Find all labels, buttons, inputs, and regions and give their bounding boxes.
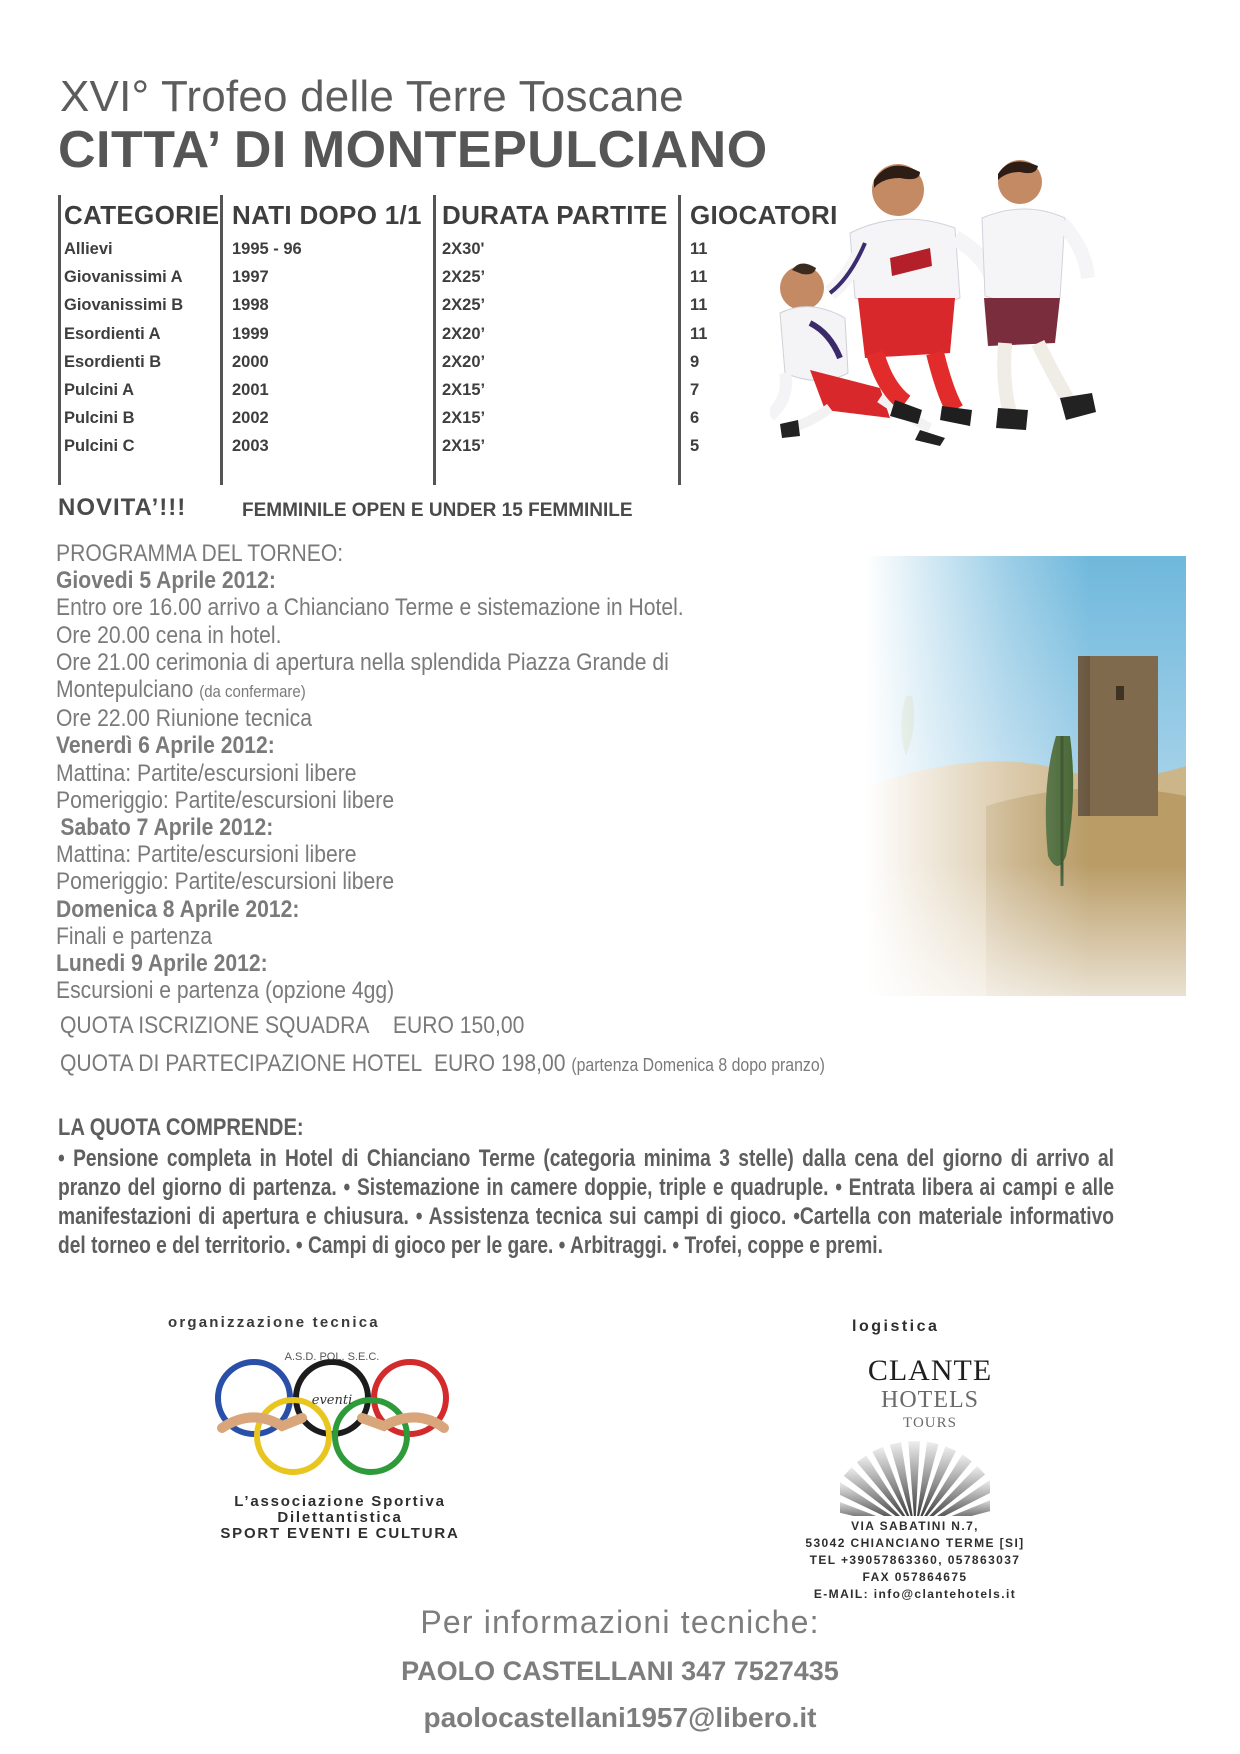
program-item: Finali e partenza <box>56 922 213 950</box>
table-cell: 6 <box>690 409 700 428</box>
table-cell: 1999 <box>232 324 269 343</box>
program-item: Entro ore 16.00 arrivo a Chianciano Terme e sistemazione in Hotel. <box>56 594 684 622</box>
quota-iscrizione-value: EURO 150,00 <box>392 1012 525 1039</box>
table-cell: Pulcini A <box>64 380 134 399</box>
organizzazione-name <box>160 1494 520 1542</box>
table-cell: Pulcini B <box>64 409 135 428</box>
clante-brand-line: TOURS <box>903 1415 957 1431</box>
comprende-title: LA QUOTA COMPRENDE: <box>58 1114 304 1141</box>
clante-brand-line: CLANTE <box>867 1354 993 1387</box>
table-cell: 1997 <box>232 268 269 287</box>
column-header: GIOCATORI <box>690 200 838 230</box>
table-cell: 9 <box>690 352 700 371</box>
tournament-program <box>56 540 856 1004</box>
program-item <box>56 676 760 705</box>
table-cell: 2000 <box>232 352 269 371</box>
org-name-line: L’associazione Sportiva <box>234 1493 446 1510</box>
logo-top-text: A.S.D. POL. S.E.C. <box>284 1351 380 1363</box>
table-cell: 5 <box>690 437 700 456</box>
program-item: Ore 20.00 cena in hotel. <box>56 621 282 649</box>
table-cell: 11 <box>690 324 708 343</box>
table-cell: Esordienti A <box>64 324 161 343</box>
column-header: NATI DOPO 1/1 <box>232 200 422 230</box>
table-cell: 2X15’ <box>442 380 486 399</box>
program-item: Pomeriggio: Partite/escursioni libere <box>56 786 395 814</box>
org-name-line: Dilettantistica <box>277 1509 403 1526</box>
column-durata <box>442 195 668 461</box>
novita-text: FEMMINILE OPEN E UNDER 15 FEMMINILE <box>242 500 633 521</box>
contact-name-phone: PAOLO CASTELLANI 347 7527435 <box>401 1656 839 1686</box>
address-fax: FAX 057864675 <box>862 1570 968 1584</box>
program-item: Escursioni e partenza (opzione 4gg) <box>56 977 395 1005</box>
table-cell: 1998 <box>232 296 269 315</box>
clante-brand-line: HOTELS <box>881 1387 979 1413</box>
program-day: Sabato 7 Aprile 2012: <box>60 814 274 842</box>
table-divider <box>433 195 436 485</box>
table-divider <box>678 195 681 485</box>
column-nati-dopo <box>232 195 422 461</box>
address-line: VIA SABATINI N.7, <box>851 1519 979 1533</box>
table-cell: 7 <box>690 380 700 399</box>
table-cell: Esordienti B <box>64 352 162 371</box>
clante-address <box>760 1518 1070 1603</box>
table-cell: Allievi <box>64 240 113 258</box>
column-categorie <box>64 195 219 461</box>
table-cell: 2003 <box>232 437 269 456</box>
address-email[interactable]: E-MAIL: info@clantehotels.it <box>813 1587 1017 1601</box>
quota-iscrizione <box>60 1012 524 1040</box>
table-cell: 2X25’ <box>442 268 486 287</box>
tuscan-tower-photo <box>866 556 1186 996</box>
program-item: Mattina: Partite/escursioni libere <box>56 841 357 869</box>
column-header: CATEGORIE <box>64 200 220 230</box>
olympic-rings-logo <box>212 1348 452 1483</box>
table-divider <box>220 195 223 485</box>
contact-email[interactable]: paolocastellani1957@libero.it <box>423 1702 817 1733</box>
program-item-note: (da confermare) <box>199 682 306 702</box>
table-cell: 11 <box>690 296 708 315</box>
table-cell: 2001 <box>232 380 269 399</box>
table-cell: 2X30' <box>442 240 485 258</box>
program-item-text: Montepulciano <box>56 676 194 704</box>
program-item: Mattina: Partite/escursioni libere <box>56 759 357 787</box>
tournament-city-title: CITTA’ DI MONTEPULCIANO <box>58 121 768 179</box>
table-cell: 1995 - 96 <box>232 240 302 258</box>
address-line: 53042 CHIANCIANO TERME [SI] <box>805 1536 1025 1550</box>
table-cell: 2X15’ <box>442 437 486 456</box>
table-divider <box>58 195 61 485</box>
program-title: PROGRAMMA DEL TORNEO: <box>56 540 344 567</box>
program-day: Giovedi 5 Aprile 2012: <box>56 567 276 595</box>
address-phone: TEL +39057863360, 057863037 <box>809 1553 1021 1567</box>
logo-center-text: eventi <box>311 1393 353 1408</box>
logistica-label: logistica <box>852 1318 940 1335</box>
program-day: Lunedi 9 Aprile 2012: <box>56 950 268 978</box>
table-cell: Pulcini C <box>64 437 135 456</box>
soccer-players-photo <box>770 148 1190 498</box>
table-cell: Giovanissimi B <box>64 296 184 315</box>
program-item: Pomeriggio: Partite/escursioni libere <box>56 868 395 896</box>
quota-hotel-value: EURO 198,00 <box>433 1050 566 1077</box>
quota-iscrizione-label: QUOTA ISCRIZIONE SQUADRA <box>60 1012 370 1039</box>
program-day: Domenica 8 Aprile 2012: <box>56 895 300 923</box>
player-right <box>982 160 1096 430</box>
quota-hotel <box>60 1050 825 1078</box>
table-cell: 2X15’ <box>442 409 486 428</box>
quota-hotel-note: (partenza Domenica 8 dopo pranzo) <box>571 1055 825 1075</box>
table-cell: Giovanissimi A <box>64 268 183 287</box>
column-header: DURATA PARTITE <box>442 200 668 230</box>
table-cell: 11 <box>690 240 708 258</box>
program-day: Venerdì 6 Aprile 2012: <box>56 732 275 760</box>
program-item: Ore 22.00 Riunione tecnica <box>56 705 312 733</box>
table-cell: 2X25’ <box>442 296 486 315</box>
tournament-title: XVI° Trofeo delle Terre Toscane <box>60 72 684 121</box>
contact-title: Per informazioni tecniche: <box>420 1604 820 1640</box>
table-cell: 2002 <box>232 409 269 428</box>
program-item: Ore 21.00 cerimonia di apertura nella splendida Piazza Grande di <box>56 648 669 676</box>
novita-label: NOVITA’!!! <box>58 494 187 521</box>
comprende-text: • Pensione completa in Hotel di Chianciano Terme (categoria minima 3 stelle) dalla cena del giorno di arrivo al pranzo del giorno di partenza. • Sistemazione in camere doppie, triple e quadruple. • Entrata libera ai campi e alle manifestazioni di apertura e chiusura. • Assistenza tecnica sui campi di gioco. •Cartella con materiale informativo del torneo e del territorio. • Campi di gioco per le gare. • Arbitraggi. • Trofei, coppe e premi. <box>58 1145 1114 1259</box>
table-cell: 2X20’ <box>442 352 486 371</box>
clante-hotels-logo <box>820 1356 1040 1432</box>
organizzazione-label: organizzazione tecnica <box>168 1314 380 1331</box>
table-cell: 2X20’ <box>442 324 486 343</box>
table-cell: 11 <box>690 268 708 287</box>
quota-hotel-label: QUOTA DI PARTECIPAZIONE HOTEL <box>60 1050 423 1077</box>
clante-fan-icon <box>840 1436 990 1516</box>
org-name-line: SPORT EVENTI E CULTURA <box>220 1525 460 1542</box>
categories-table <box>58 195 858 485</box>
